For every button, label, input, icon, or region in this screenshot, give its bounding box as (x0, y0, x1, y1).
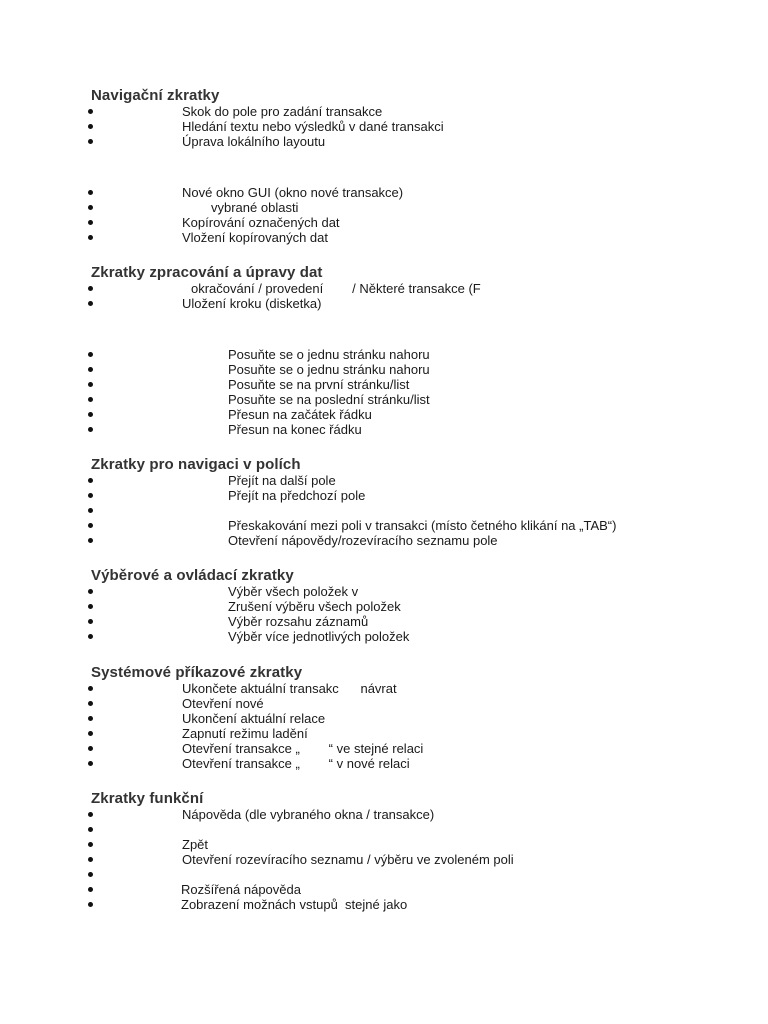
list-item (0, 185, 768, 200)
list-item (0, 347, 768, 362)
bullet-icon (88, 235, 93, 240)
bullet-icon (88, 746, 93, 751)
list-item (0, 119, 768, 134)
list-item (0, 392, 768, 407)
bullet-icon (88, 412, 93, 417)
list-item (0, 518, 768, 533)
list-item-text: Výběr všech položek v (228, 584, 359, 599)
section-heading-navigation: Navigační zkratky (91, 87, 220, 104)
section-heading-selection: Výběrové a ovládací zkratky (91, 567, 294, 584)
bullet-icon (88, 842, 93, 847)
list-item-text: Výběr rozsahu záznamů (228, 614, 369, 629)
list-item-text: Zpět (182, 837, 209, 852)
list-item (0, 614, 768, 629)
list-item (0, 200, 768, 215)
list-item (0, 599, 768, 614)
list-item (0, 296, 768, 311)
bullet-icon (88, 205, 93, 210)
list-item (0, 281, 768, 296)
list-item (0, 837, 768, 852)
bullet-icon (88, 352, 93, 357)
list-item-text: Úprava lokálního layoutu (182, 134, 326, 149)
list-item (0, 533, 768, 548)
list-item-text: Přesun na konec řádku (228, 422, 362, 437)
section-heading-function-keys: Zkratky funkční (91, 790, 204, 807)
list-item (0, 377, 768, 392)
list-item (0, 629, 768, 644)
bullet-icon (88, 301, 93, 306)
list-item-text: Zrušení výběru všech položek (228, 599, 401, 614)
bullet-icon (88, 286, 93, 291)
bullet-icon (88, 731, 93, 736)
list-item-text: Ukončete aktuální transakc návrat (182, 681, 397, 696)
bullet-icon (88, 827, 93, 832)
list-item (0, 407, 768, 422)
list-item-text: Přejít na další pole (228, 473, 336, 488)
list-item-text: Posuňte se na první stránku/list (228, 377, 410, 392)
list-item (0, 362, 768, 377)
bullet-icon (88, 493, 93, 498)
list-item-text: vybrané oblasti (211, 200, 299, 215)
section-heading-data-processing: Zkratky zpracování a úpravy dat (91, 264, 323, 281)
bullet-icon (88, 902, 93, 907)
list-item (0, 230, 768, 245)
list-item (0, 756, 768, 771)
bullet-icon (88, 538, 93, 543)
list-item-text: Ukončení aktuální relace (182, 711, 326, 726)
list-item (0, 867, 768, 882)
bullet-icon (88, 382, 93, 387)
list-item-text: Nové okno GUI (okno nové transakce) (182, 185, 404, 200)
bullet-icon (88, 761, 93, 766)
list-item-text: Uložení kroku (disketka) (182, 296, 322, 311)
bullet-icon (88, 634, 93, 639)
bullet-icon (88, 812, 93, 817)
list-item-text: Hledání textu nebo výsledků v dané transakci (182, 119, 444, 134)
section-heading-system-commands: Systémové příkazové zkratky (91, 664, 303, 681)
list-item-text: Posuňte se o jednu stránku nahoru (228, 347, 430, 362)
bullet-icon (88, 109, 93, 114)
bullet-icon (88, 619, 93, 624)
bullet-icon (88, 367, 93, 372)
bullet-icon (88, 220, 93, 225)
list-item-text: Posuňte se na poslední stránku/list (228, 392, 430, 407)
bullet-icon (88, 508, 93, 513)
bullet-icon (88, 686, 93, 691)
list-item (0, 807, 768, 822)
list-item (0, 503, 768, 518)
list-item-text: Kopírování označených dat (182, 215, 340, 230)
bullet-icon (88, 589, 93, 594)
list-item (0, 897, 768, 912)
list-item-text: Otevření transakce „ “ v nové relaci (182, 756, 410, 771)
list-item-text: Rozšířená nápověda (181, 882, 301, 897)
bullet-icon (88, 397, 93, 402)
list-item-text: Přeskakování mezi poli v transakci (místo četného klikání na „TAB“) (228, 518, 617, 533)
bullet-icon (88, 716, 93, 721)
list-item (0, 741, 768, 756)
list-item (0, 822, 768, 837)
list-item (0, 104, 768, 119)
list-item-text: Nápověda (dle vybraného okna / transakce) (182, 807, 435, 822)
list-item-text: Otevření transakce „ “ ve stejné relaci (182, 741, 424, 756)
list-item-text: Zapnutí režimu ladění (182, 726, 308, 741)
list-item (0, 726, 768, 741)
list-item-text: Otevření rozevíracího seznamu / výběru ve zvoleném poli (182, 852, 514, 867)
list-item-text: Přesun na začátek řádku (228, 407, 372, 422)
bullet-icon (88, 701, 93, 706)
list-item-text: okračování / provedení / Některé transakce (F (191, 281, 481, 296)
list-item-text: Posuňte se o jednu stránku nahoru (228, 362, 430, 377)
list-item (0, 215, 768, 230)
bullet-icon (88, 139, 93, 144)
list-item-text: Otevření nové (182, 696, 264, 711)
bullet-icon (88, 478, 93, 483)
bullet-icon (88, 857, 93, 862)
bullet-icon (88, 604, 93, 609)
list-item-text: Přejít na předchozí pole (228, 488, 366, 503)
bullet-icon (88, 887, 93, 892)
list-item (0, 852, 768, 867)
list-item (0, 882, 768, 897)
list-item (0, 696, 768, 711)
list-item (0, 134, 768, 149)
bullet-icon (88, 124, 93, 129)
bullet-icon (88, 190, 93, 195)
list-item-text: Výběr více jednotlivých položek (228, 629, 410, 644)
list-item (0, 584, 768, 599)
list-item (0, 681, 768, 696)
list-item (0, 488, 768, 503)
list-item-text: Skok do pole pro zadání transakce (182, 104, 383, 119)
list-item (0, 422, 768, 437)
list-item-text: Otevření nápovědy/rozevíracího seznamu pole (228, 533, 498, 548)
list-item (0, 473, 768, 488)
bullet-icon (88, 523, 93, 528)
list-item (0, 711, 768, 726)
list-item-text: Vložení kopírovaných dat (182, 230, 328, 245)
bullet-icon (88, 427, 93, 432)
section-heading-field-navigation: Zkratky pro navigaci v polích (91, 456, 301, 473)
list-item-text: Zobrazení možnách vstupů stejné jako (181, 897, 408, 912)
bullet-icon (88, 872, 93, 877)
